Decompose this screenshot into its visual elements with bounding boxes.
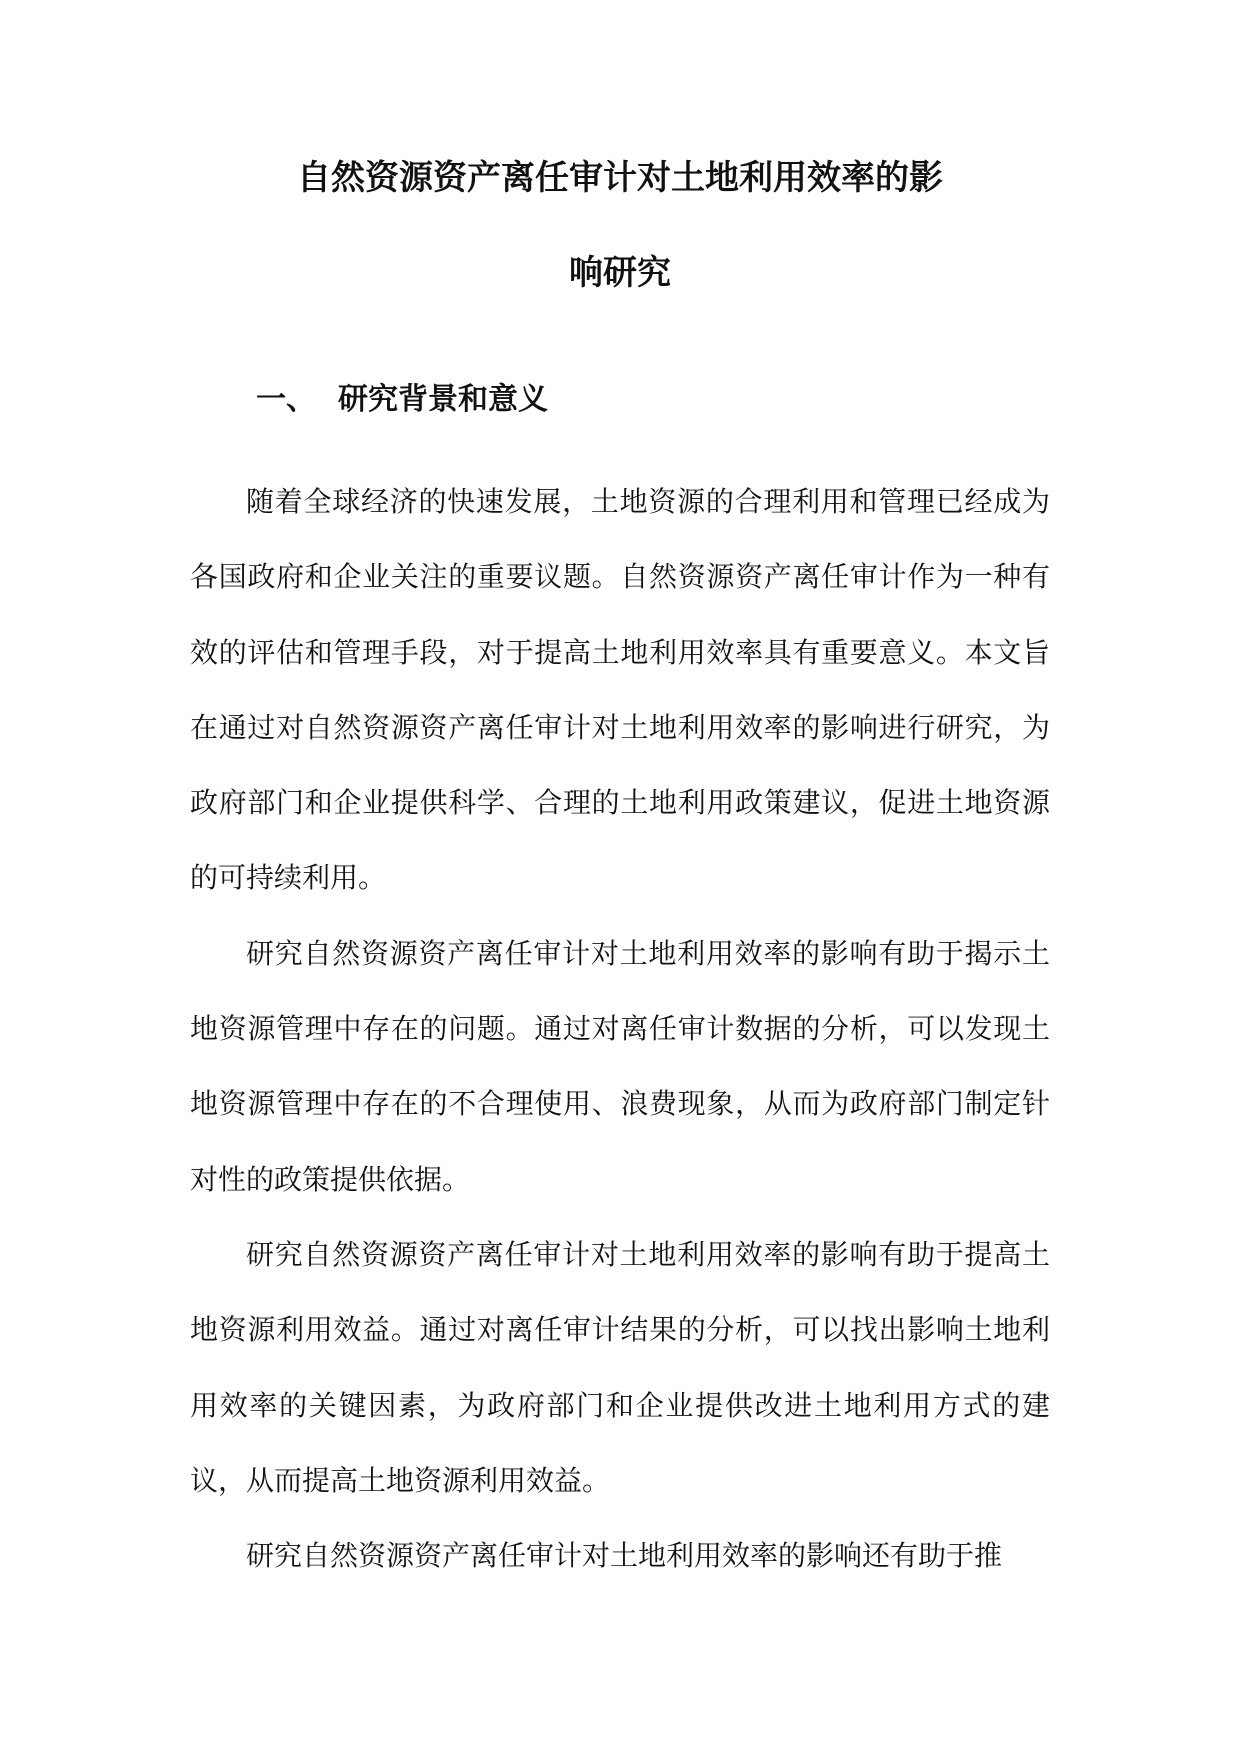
section-heading [256, 382, 548, 418]
section-title: 研究背景和意义 [338, 382, 548, 417]
paragraph: 研究自然资源资产离任审计对土地利用效率的影响有助于揭示土地资源管理中存在的问题。通过对离任审计数据的分析，可以发现土地资源管理中存在的不合理使用、浪费现象，从而为政府部门制定针对性的政策提供依据。 [190, 936, 1050, 1196]
section-number: 一、 [256, 382, 316, 417]
document-title-line-2: 响研究 [569, 253, 671, 293]
document-title-line-1: 自然资源资产离任审计对土地利用效率的影 [297, 158, 943, 198]
paragraph: 随着全球经济的快速发展，土地资源的合理利用和管理已经成为各国政府和企业关注的重要议题。自然资源资产离任审计作为一种有效的评估和管理手段，对于提高土地利用效率具有重要意义。本文旨在通过对自然资源资产离任审计对土地利用效率的影响进行研究，为政府部门和企业提供科学、合理的土地利用政策建议，促进土地资源的可持续利用。 [190, 485, 1050, 895]
body-text [190, 464, 1050, 1593]
paragraph: 研究自然资源资产离任审计对土地利用效率的影响还有助于推 [246, 1539, 1003, 1573]
paragraph: 研究自然资源资产离任审计对土地利用效率的影响有助于提高土地资源利用效益。通过对离任审计结果的分析，可以找出影响土地利用效率的关键因素，为政府部门和企业提供改进土地利用方式的建议，从而提高土地资源利用效益。 [190, 1237, 1050, 1497]
